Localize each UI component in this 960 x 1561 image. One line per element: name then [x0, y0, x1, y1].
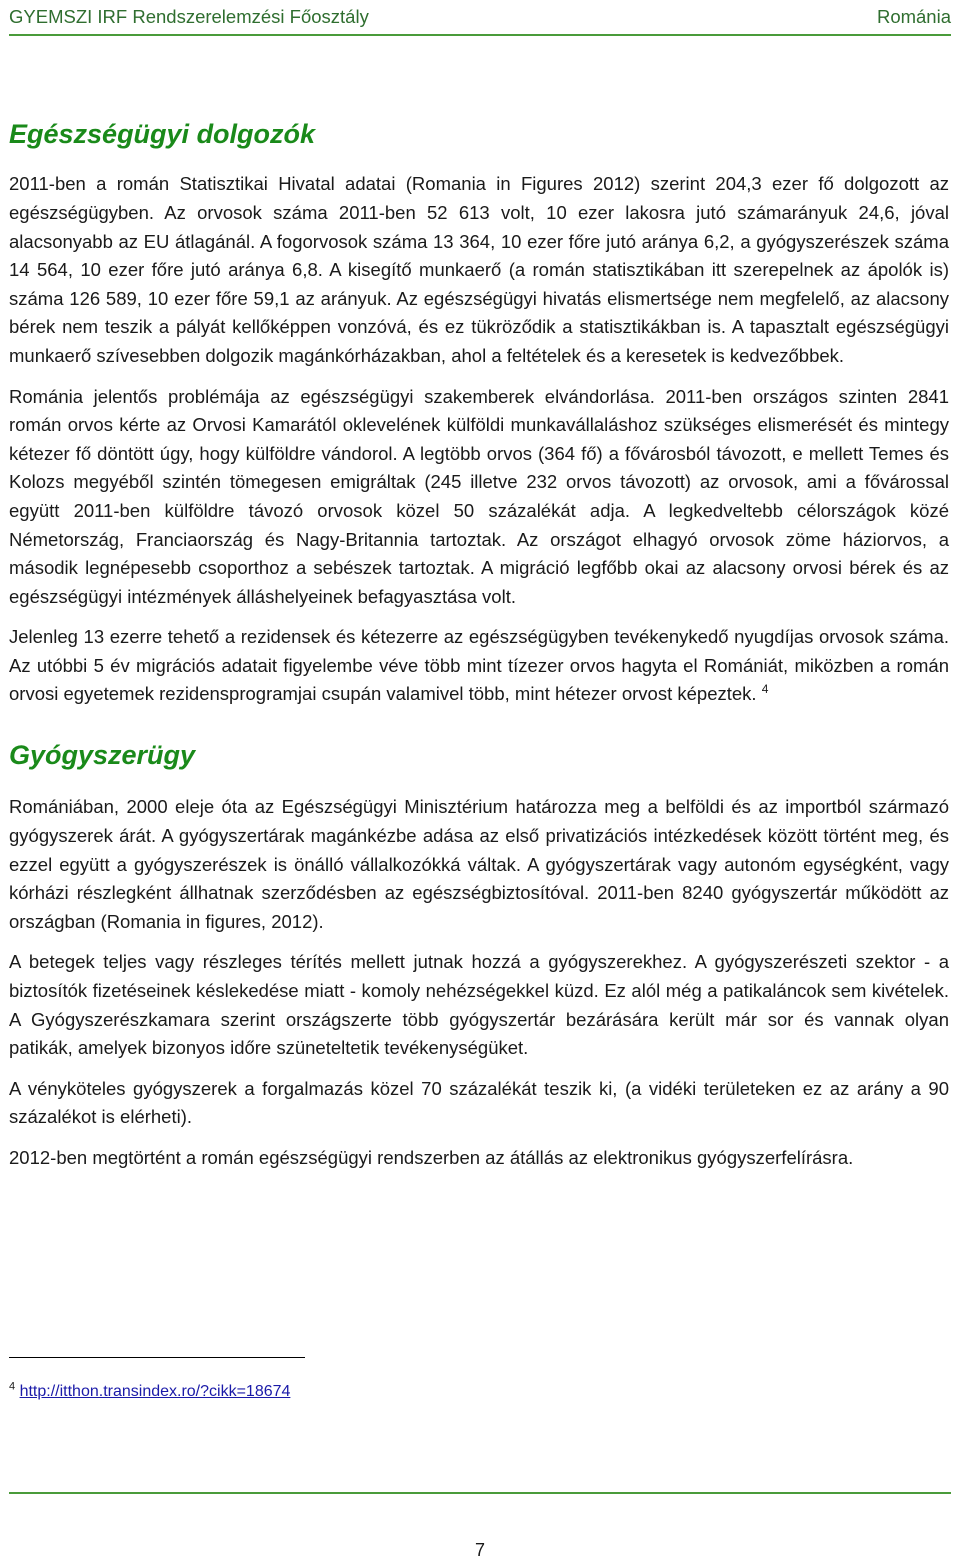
page-header [9, 0, 951, 36]
footnote-number: 4 [9, 1380, 16, 1393]
footer-divider [9, 1492, 951, 1494]
paragraph-text: Jelenleg 13 ezerre tehető a rezidensek és kétezerre az egészségügyben tevékenykedő nyugdíjas orvosok száma. Az utóbbi 5 év migrációs adatait figyelembe véve több mint tízezer orvos hagyta el Romániát, miközben a román orvosi egyetemek rezidensprogramjai csupán valamivel több, mint hétezer orvost képeztek. [9, 626, 949, 705]
paragraph: 2011-ben a román Statisztikai Hivatal adatai (Romania in Figures 2012) szerint 204,3 ezer fő dolgozott az egészségügyben. Az orvosok száma 2011-ben 52 613 volt, 10 ezer lakosra jutó számarányuk 24,6, jóval alacsonyabb az EU átlagánál. A fogorvosok száma 13 364, 10 ezer főre jutó aránya 6,2, a gyógyszerészek száma 14 564, 10 ezer főre jutó aránya 6,8. A kisegítő munkaerő (a román statisztikában itt szerepelnek az ápolók is) száma 126 589, 10 ezer főre 59,1 az arányuk. Az egészségügyi hivatás elismertsége nem megfelelő, az alacsony bérek nem teszik a pályát kellőképpen vonzóvá, és ez tükröződik a statisztikákban is. A tapasztalt egészségügyi munkaerő szívesebben dolgozik magánkórházakban, ahol a feltételek és a keresetek is kedvezőbbek. [9, 173, 949, 366]
paragraph: A vényköteles gyógyszerek a forgalmazás közel 70 százalékát teszik ki, (a vidéki területeken ez az arány a 90 százalékot is elérheti). [9, 1077, 949, 1128]
paragraph [9, 623, 949, 709]
header-country: Románia [876, 6, 951, 27]
header-department: GYEMSZI IRF Rendszerelemzési Főosztály [9, 6, 369, 27]
paragraph: A betegek teljes vagy részleges térítés mellett jutnak hozzá a gyógyszerekhez. A gyógyszerészeti szektor - a biztosítók fizetéseinek késlekedése miatt - komoly nehézségekkel küzd. Ez alól még a patikaláncok sem kivételek. A Gyógyszerészkamara szerint országszerte több gyógyszertár bezárására került már sor és vannak olyan patikák, amelyek bizonyos időre szüneteltetik tevékenységüket. [9, 951, 949, 1059]
footnote-link[interactable]: http://itthon.transindex.ro/?cikk=18674 [19, 1383, 291, 1400]
paragraph: 2012-ben megtörtént a román egészségügyi rendszerben az átállás az elektronikus gyógyszerfelírásra. [9, 1147, 854, 1168]
paragraph: Románia jelentős problémája az egészségügyi szakemberek elvándorlása. 2011-ben országos szinten 2841 román orvos kérte az Orvosi Kamarától oklevelének külföldi munkavállaláshoz szükséges elismerését és mintegy kétezer fő döntött úgy, hogy külföldre vándorol. A legtöbb orvos (364 fő) a fővárosból távozott, e mellett Temes és Kolozs megyéből szintén tömegesen emigráltak (245 illetve 232 orvos távozott) az orvosok, ami a fővárossal együtt 2011-ben külföldre távozó orvosok közel 50 százalékát adja. A legkedveltebb célországok közé Németország, Franciaország és Nagy-Britannia tartoztak. Az országot elhagyó orvosok zöme háziorvos, a második legnépesebb csoporthoz a sebészek tartoztak. A migráció legfőbb okai az alacsony orvosi bérek és az egészségügyi intézmények álláshelyeinek befagyasztása volt. [9, 385, 949, 607]
section-title-pharmaceuticals: Gyógyszerügy [9, 740, 196, 771]
footnote [9, 1380, 291, 1401]
paragraph: Romániában, 2000 eleje óta az Egészségügyi Minisztérium határozza meg a belföldi és az importból származó gyógyszerek árát. A gyógyszertárak magánkézbe adása az első privatizációs intézkedések között történt meg, és ezzel együtt a gyógyszerészek is önálló vállalkozókká váltak. A gyógyszertárak vagy autonóm egységként, vagy kórházi részlegként állhatnak szerződésben az egészségbiztosítóval. 2011-ben 8240 gyógyszertár működött az országban (Romania in figures, 2012). [9, 796, 949, 932]
footnote-separator [9, 1357, 305, 1358]
main-content [9, 118, 949, 1185]
section-title-health-workers: Egészségügyi dolgozók [9, 119, 316, 149]
page-number: 7 [474, 1540, 485, 1560]
footnote-ref[interactable]: 4 [761, 682, 769, 697]
